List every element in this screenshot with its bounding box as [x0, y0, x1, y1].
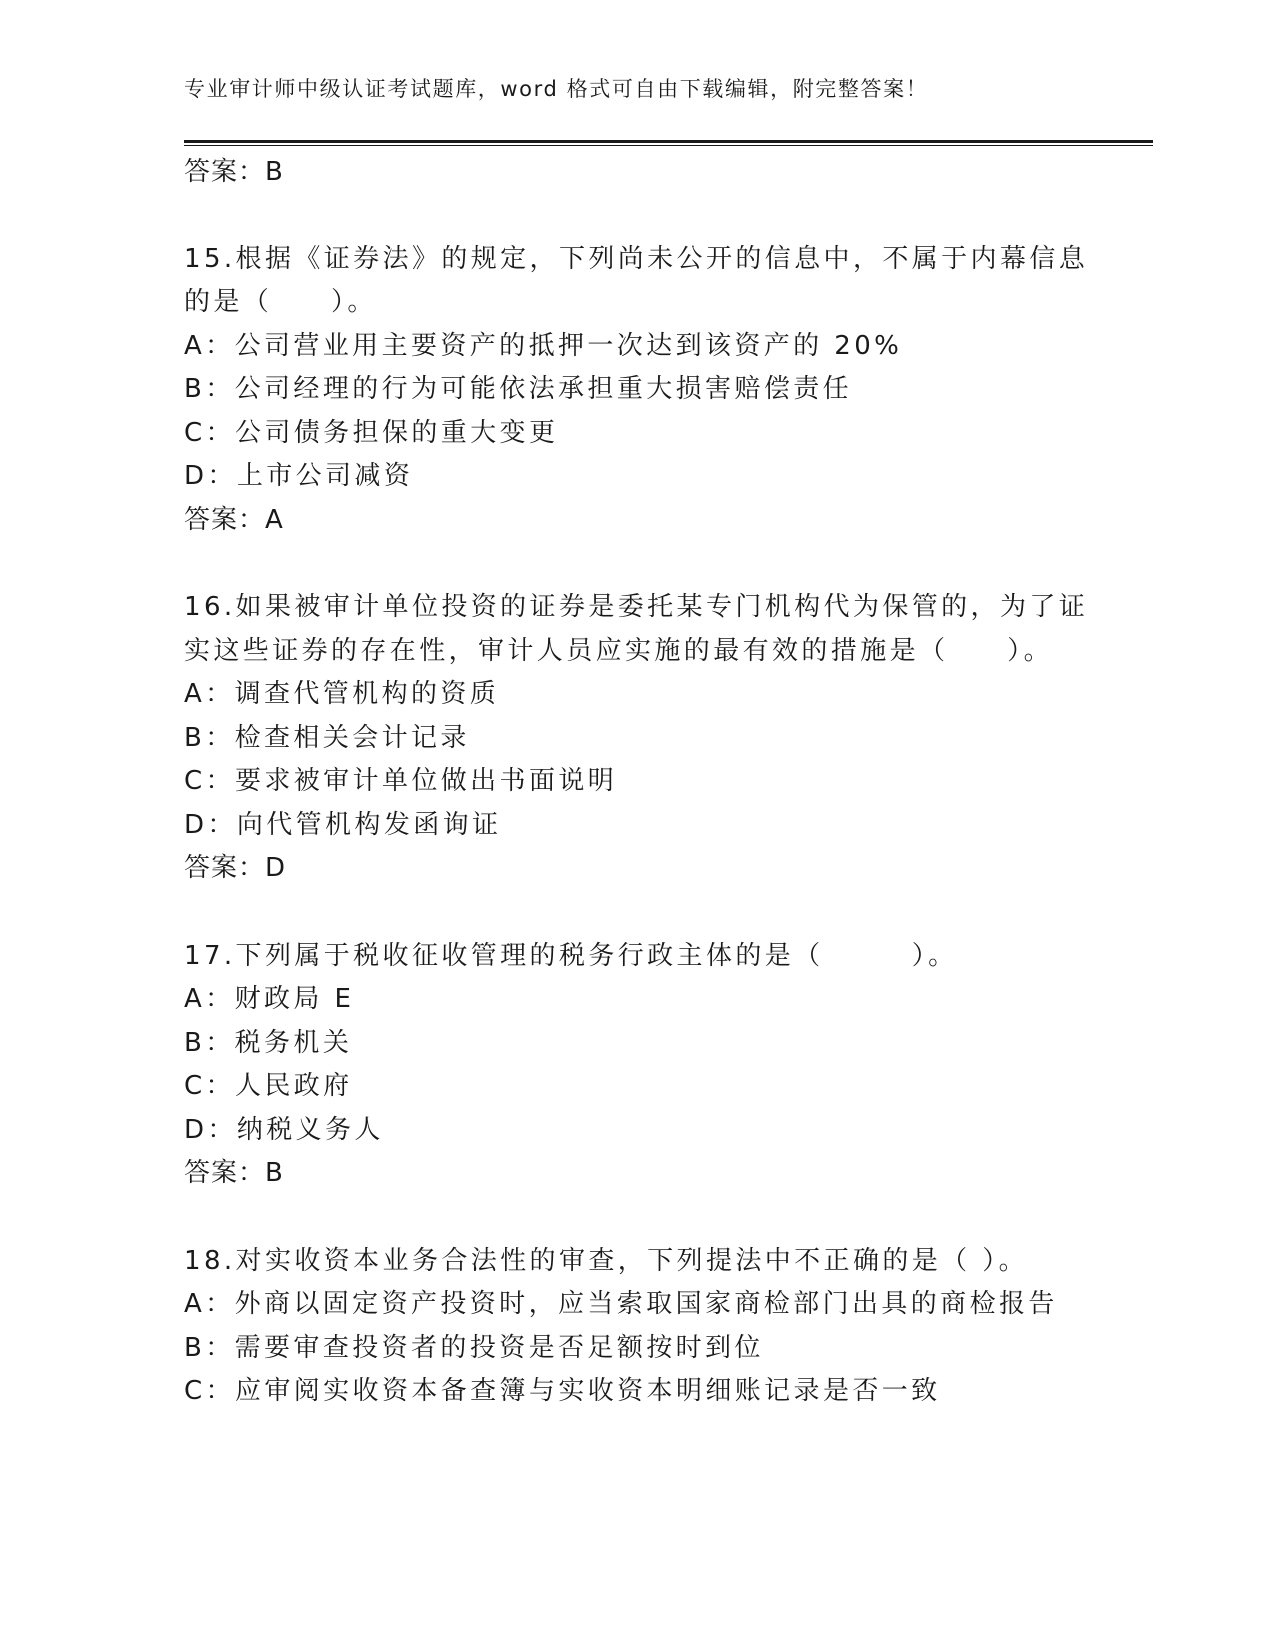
question-15-option-c: C：公司债务担保的重大变更: [184, 418, 559, 448]
question-16-option-d: D：向代管机构发函询证: [184, 810, 502, 840]
question-18-stem-line-1: 18.对实收资本业务合法性的审查，下列提法中不正确的是（ ）。: [184, 1246, 1029, 1276]
question-15-option-d: D：上市公司减资: [184, 461, 414, 491]
question-17-option-a: A：财政局 E: [184, 984, 355, 1014]
question-18-option-b: B：需要审查投资者的投资是否足额按时到位: [184, 1333, 764, 1363]
question-18-option-a: A：外商以固定资产投资时，应当索取国家商检部门出具的商检报告: [184, 1289, 1058, 1319]
answer-previous: 答案：B: [184, 157, 284, 187]
question-15-option-b: B：公司经理的行为可能依法承担重大损害赔偿责任: [184, 374, 853, 404]
question-17-option-d: D：纳税义务人: [184, 1115, 384, 1145]
page-header: 专业审计师中级认证考试题库，word 格式可自由下载编辑，附完整答案！: [184, 77, 929, 101]
question-17-stem-line-1: 17.下列属于税收征收管理的税务行政主体的是（ ）。: [184, 941, 958, 971]
question-16-stem-line-2: 实这些证券的存在性，审计人员应实施的最有效的措施是（ ）。: [184, 636, 1054, 666]
question-15-stem-line-2: 的是（ ）。: [184, 287, 377, 317]
question-16-answer: 答案：D: [184, 853, 287, 883]
question-16-option-a: A：调查代管机构的资质: [184, 679, 500, 709]
question-16-option-b: B：检查相关会计记录: [184, 723, 470, 753]
question-16-stem-line-1: 16.如果被审计单位投资的证券是委托某专门机构代为保管的，为了证: [184, 592, 1089, 622]
question-17-option-c: C：人民政府: [184, 1071, 353, 1101]
question-17-answer: 答案：B: [184, 1158, 284, 1188]
question-15-option-a: A：公司营业用主要资产的抵押一次达到该资产的 20%: [184, 331, 903, 361]
question-15-stem-line-1: 15.根据《证券法》的规定，下列尚未公开的信息中，不属于内幕信息: [184, 244, 1089, 274]
question-18-option-c: C：应审阅实收资本备查簿与实收资本明细账记录是否一致: [184, 1376, 941, 1406]
question-16-option-c: C：要求被审计单位做出书面说明: [184, 766, 618, 796]
question-17-option-b: B：税务机关: [184, 1028, 353, 1058]
question-15-answer: 答案：A: [184, 505, 284, 535]
header-rule: [184, 140, 1153, 146]
